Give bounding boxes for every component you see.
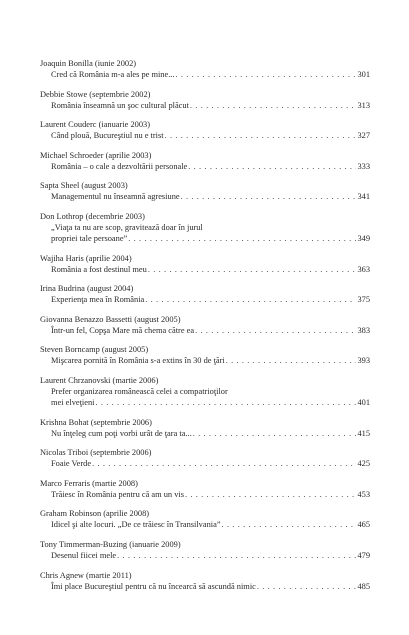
leader-dots xyxy=(193,428,357,439)
leader-dots xyxy=(176,69,357,80)
entry-title-row xyxy=(40,489,370,500)
toc-entry xyxy=(40,570,370,592)
entry-title-row xyxy=(40,355,370,366)
page-number: 453 xyxy=(357,489,370,499)
leader-dots xyxy=(190,100,357,111)
page-number: 383 xyxy=(357,325,370,335)
entry-author: Chris Agnew (martie 2011) xyxy=(40,570,132,580)
leader-dots xyxy=(165,130,357,141)
page-number: 425 xyxy=(357,459,370,469)
page-number: 363 xyxy=(357,264,370,274)
entry-author: Krishna Bohat (septembrie 2006) xyxy=(40,417,152,427)
leader-dots xyxy=(96,397,357,408)
toc-entry xyxy=(40,417,370,439)
entry-title-row xyxy=(40,550,370,561)
leader-dots xyxy=(222,519,357,530)
page-number: 349 xyxy=(357,233,370,243)
entry-title-row xyxy=(40,294,370,305)
entry-title: România a fost destinul meu xyxy=(51,264,147,274)
toc-entry xyxy=(40,314,370,336)
leader-dots xyxy=(185,489,356,500)
entry-author: Sapta Sheel (august 2003) xyxy=(40,181,128,191)
toc-entry xyxy=(40,58,370,80)
leader-dots xyxy=(195,325,356,336)
entry-title-row xyxy=(40,325,370,336)
entry-title-row xyxy=(40,397,370,408)
entry-author: Marco Ferraris (martie 2008) xyxy=(40,478,138,488)
entry-author: Tony Timmerman-Buzing (ianuarie 2009) xyxy=(40,539,181,549)
page-number: 479 xyxy=(357,550,370,560)
toc-entry xyxy=(40,119,370,141)
page-number: 341 xyxy=(357,192,370,202)
entry-title-row xyxy=(40,69,370,80)
entry-author: Nicolas Triboi (septembrie 2006) xyxy=(40,448,152,458)
entry-title-line: „Viaţa ta nu are scop, gravitează doar în jurul xyxy=(51,222,203,232)
entry-title-row xyxy=(40,519,370,530)
toc-entry xyxy=(40,447,370,469)
entry-title: Mişcarea pornită în România s-a extins în 30 de ţări xyxy=(51,356,225,366)
entry-title-row xyxy=(40,581,370,592)
leader-dots xyxy=(181,191,357,202)
entry-author: Graham Robinson (aprilie 2008) xyxy=(40,509,150,519)
toc-entry xyxy=(40,508,370,530)
toc-entry xyxy=(40,539,370,561)
toc-entry xyxy=(40,150,370,172)
entry-title: Trăiesc în România pentru că am un vis xyxy=(51,489,184,499)
toc-entry xyxy=(40,344,370,366)
leader-dots xyxy=(117,550,356,561)
entry-title-row xyxy=(40,458,370,469)
entry-title-row xyxy=(40,100,370,111)
entry-author: Debbie Stowe (septembrie 2002) xyxy=(40,89,151,99)
leader-dots xyxy=(92,458,356,469)
page-number: 465 xyxy=(357,520,370,530)
entry-title: Idicel şi alte locuri. „De ce trăiesc în Transilvania” xyxy=(51,520,221,530)
entry-title: România înseamnă un şoc cultural plăcut xyxy=(51,100,189,110)
leader-dots xyxy=(226,355,357,366)
entry-title: Îmi place Bucureştiul pentru că nu încearcă să ascundă nimic xyxy=(51,581,256,591)
entry-title: Când plouă, Bucureştiul nu e trist xyxy=(51,131,164,141)
entry-author: Giovanna Benazzo Bassetti (august 2005) xyxy=(40,314,181,324)
entry-title: Experienţa mea în România xyxy=(51,295,145,305)
entry-title: România – o cale a dezvoltării personale xyxy=(51,161,188,171)
toc-entry xyxy=(40,375,370,408)
toc-entry xyxy=(40,180,370,202)
leader-dots xyxy=(145,294,356,305)
page-number: 301 xyxy=(357,70,370,79)
page-number: 327 xyxy=(357,131,370,141)
entry-title-line: Prefer organizarea românească celei a compatrioţilor xyxy=(51,386,228,396)
page-number: 313 xyxy=(357,100,370,110)
entry-title-row xyxy=(40,428,370,439)
entry-title-row xyxy=(40,161,370,172)
toc-entry xyxy=(40,283,370,305)
entry-author: Michael Schroeder (aprilie 2003) xyxy=(40,150,152,160)
leader-dots xyxy=(148,264,357,275)
toc-entry xyxy=(40,89,370,111)
entry-author: Irina Budrina (august 2004) xyxy=(40,284,134,294)
entry-title: Foaie Verde xyxy=(51,459,92,469)
entry-author: Wajiha Haris (aprilie 2004) xyxy=(40,253,132,263)
toc-entry xyxy=(40,211,370,244)
page-number: 393 xyxy=(357,356,370,366)
entry-title: Desenul fiicei mele xyxy=(51,550,117,560)
entry-author: Laurent Chrzanovski (martie 2006) xyxy=(40,375,159,385)
entry-title: Managementul nu înseamnă agresiune xyxy=(51,192,180,202)
entry-title: Într-un fel, Copşa Mare mă chema către ea xyxy=(51,325,195,335)
entry-title: Cred că România m-a ales pe mine... xyxy=(51,70,175,79)
entry-title-row xyxy=(40,130,370,141)
entry-title-row xyxy=(40,264,370,275)
entry-title: Nu înţeleg cum poţi vorbi urât de ţara ta... xyxy=(51,428,192,438)
leader-dots xyxy=(257,581,357,592)
table-of-contents xyxy=(40,58,370,600)
page-number: 333 xyxy=(357,161,370,171)
entry-author: Steven Borncamp (august 2005) xyxy=(40,345,149,355)
entry-title: propriei tale persoane” xyxy=(51,233,128,243)
entry-author: Don Lothrop (decembrie 2003) xyxy=(40,211,145,221)
page-number: 401 xyxy=(357,397,370,407)
entry-author: Laurent Couderc (ianuarie 2003) xyxy=(40,120,150,130)
page-number: 415 xyxy=(357,428,370,438)
leader-dots xyxy=(188,161,356,172)
toc-entry xyxy=(40,253,370,275)
page-number: 485 xyxy=(357,581,370,591)
entry-title-row xyxy=(40,191,370,202)
entry-title-row xyxy=(40,233,370,244)
leader-dots xyxy=(128,233,356,244)
entry-author: Joaquin Bonilla (iunie 2002) xyxy=(40,59,137,68)
page-number: 375 xyxy=(357,295,370,305)
entry-title: mei elveţieni xyxy=(51,397,95,407)
toc-entry xyxy=(40,478,370,500)
